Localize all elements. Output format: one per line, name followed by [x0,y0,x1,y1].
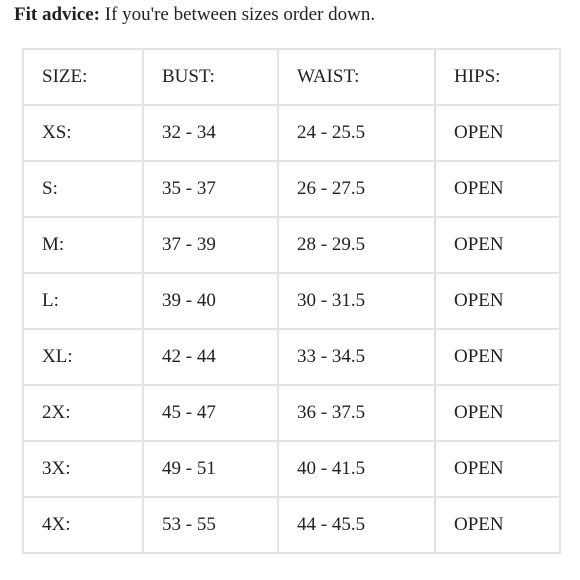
bust-cell: 49 - 51 [143,441,278,497]
table-row [23,497,560,553]
waist-cell: 44 - 45.5 [278,497,435,553]
size-cell: XL: [23,329,143,385]
size-cell: 4X: [23,497,143,553]
hips-cell: OPEN [435,217,560,273]
waist-cell: 40 - 41.5 [278,441,435,497]
hips-cell: OPEN [435,385,560,441]
hips-cell: OPEN [435,329,560,385]
hips-cell: OPEN [435,161,560,217]
bust-cell: 53 - 55 [143,497,278,553]
fit-advice-label: Fit advice: [14,4,101,25]
waist-cell: 28 - 29.5 [278,217,435,273]
header-waist: WAIST: [278,49,435,105]
table-row [23,441,560,497]
waist-cell: 24 - 25.5 [278,105,435,161]
table-row [23,329,560,385]
header-size: SIZE: [23,49,143,105]
hips-cell: OPEN [435,441,560,497]
header-hips: HIPS: [435,49,560,105]
size-chart-table [22,48,561,554]
bust-cell: 35 - 37 [143,161,278,217]
bust-cell: 32 - 34 [143,105,278,161]
waist-cell: 33 - 34.5 [278,329,435,385]
size-cell: S: [23,161,143,217]
waist-cell: 30 - 31.5 [278,273,435,329]
header-row [23,49,560,105]
size-cell: XS: [23,105,143,161]
fit-advice [14,2,375,28]
bust-cell: 37 - 39 [143,217,278,273]
size-cell: M: [23,217,143,273]
table-row [23,105,560,161]
waist-cell: 36 - 37.5 [278,385,435,441]
bust-cell: 39 - 40 [143,273,278,329]
size-cell: 2X: [23,385,143,441]
hips-cell: OPEN [435,105,560,161]
size-cell: L: [23,273,143,329]
bust-cell: 45 - 47 [143,385,278,441]
waist-cell: 26 - 27.5 [278,161,435,217]
table-row [23,161,560,217]
header-bust: BUST: [143,49,278,105]
table-row [23,217,560,273]
hips-cell: OPEN [435,273,560,329]
hips-cell: OPEN [435,497,560,553]
fit-advice-text: If you're between sizes order down. [100,4,376,25]
bust-cell: 42 - 44 [143,329,278,385]
table-row [23,385,560,441]
table-row [23,273,560,329]
size-cell: 3X: [23,441,143,497]
